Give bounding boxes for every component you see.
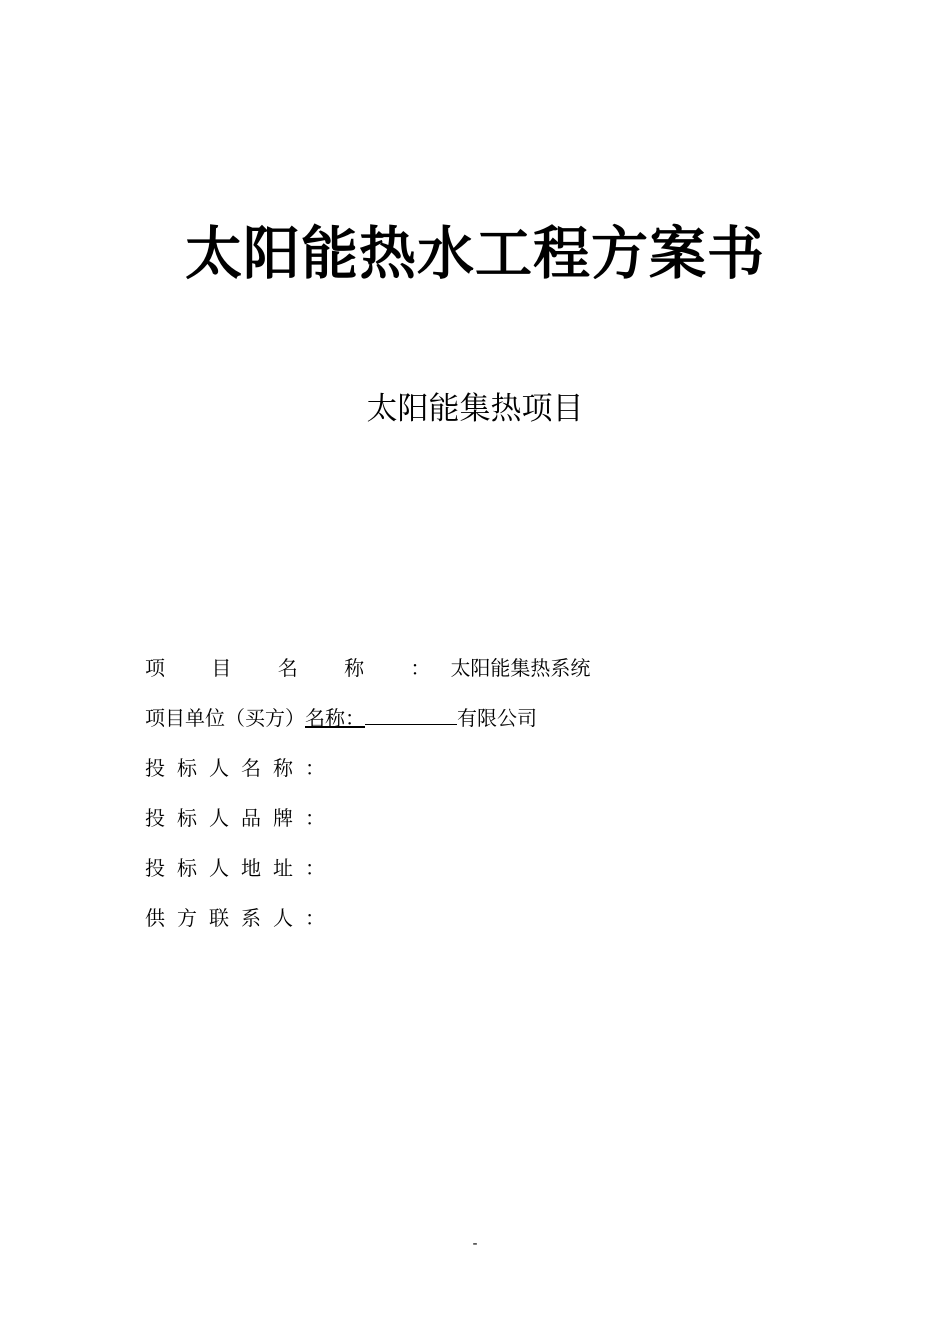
document-subtitle: 太阳能集热项目 <box>366 391 584 427</box>
contact-row <box>145 901 337 935</box>
bidder-brand-label: 投标人品牌： <box>145 806 337 830</box>
page-footer-mark: - <box>472 1236 478 1252</box>
unit-name-blank <box>365 701 457 725</box>
project-name-label: 项 目 名 称 ： <box>145 656 451 680</box>
bidder-address-label: 投标人地址： <box>145 856 337 880</box>
project-unit-row <box>145 701 537 735</box>
bidder-name-label: 投标人名称： <box>145 756 337 780</box>
contact-label: 供方联系人： <box>145 906 337 930</box>
bidder-brand-row <box>145 801 337 835</box>
bidder-name-row <box>145 751 337 785</box>
project-name-value: 太阳能集热系统 <box>450 656 591 680</box>
document-title: 太阳能热水工程方案书 <box>185 221 765 287</box>
unit-suffix: 有限公司 <box>457 706 537 730</box>
project-unit-label: 项目单位（买方） <box>145 706 305 730</box>
project-name-row <box>145 651 590 685</box>
unit-name-label: 名称： <box>305 706 365 730</box>
bidder-address-row <box>145 851 337 885</box>
